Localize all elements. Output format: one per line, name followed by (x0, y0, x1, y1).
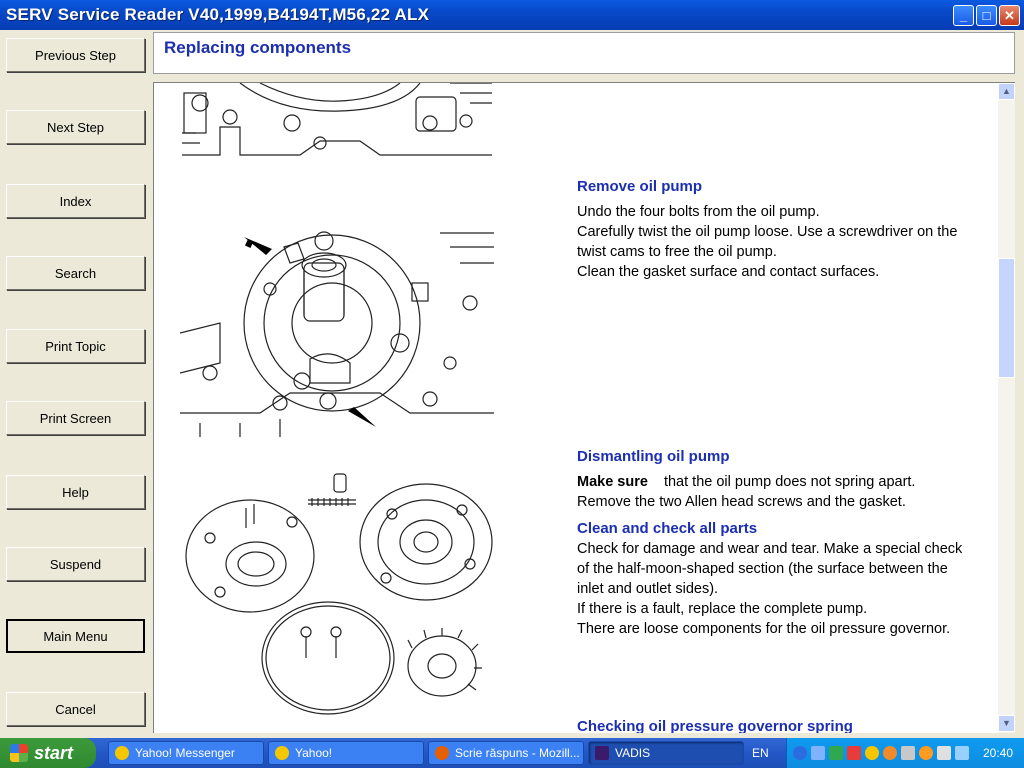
clean-line-3: inlet and outlet sides). (577, 581, 719, 597)
previous-illustration (180, 83, 496, 163)
remove-line-3: twist cams to free the oil pump. (577, 244, 777, 260)
clean-line-5: There are loose components for the oil pressure governor. (577, 621, 951, 637)
network-icon[interactable] (811, 746, 825, 760)
vadis-icon (595, 746, 609, 760)
remove-line-2: Carefully twist the oil pump loose. Use a screwdriver on the (577, 224, 958, 240)
section-heading-remove-oil-pump: Remove oil pump (577, 178, 703, 195)
section-heading-checking-spring: Checking oil pressure governor spring (577, 718, 853, 733)
taskbar-item-yahoo[interactable] (268, 741, 424, 765)
vertical-scrollbar[interactable] (998, 82, 1015, 733)
window-title: SERV Service Reader V40,1999,B4194T,M56,22 ALX (6, 5, 430, 24)
next-step-button[interactable]: Next Step (6, 110, 145, 144)
page-title: Replacing components (164, 38, 352, 57)
yahoo-messenger-icon (115, 746, 129, 760)
monitor-tray-icon[interactable] (955, 746, 969, 760)
clock: 20:40 (982, 746, 1013, 760)
scrollbar-thumb[interactable] (998, 258, 1015, 378)
oil-pump-removal-illustration (180, 223, 496, 437)
start-button[interactable] (0, 738, 96, 768)
display-tray-icon[interactable] (937, 746, 951, 760)
system-tray (786, 738, 1024, 768)
clean-line-4: If there is a fault, replace the complete pump. (577, 601, 868, 617)
taskbar (0, 738, 1024, 768)
antivirus-icon[interactable] (847, 746, 861, 760)
firefox-icon (435, 746, 449, 760)
index-button[interactable]: Index (6, 184, 145, 218)
scroll-down-arrow-icon[interactable]: ▼ (998, 715, 1015, 732)
cancel-button[interactable]: Cancel (6, 692, 145, 726)
utility-tray-icon[interactable] (901, 746, 915, 760)
previous-step-button[interactable]: Previous Step (6, 38, 145, 72)
maximize-button[interactable]: □ (976, 5, 997, 26)
windows-flag-icon (10, 744, 28, 762)
taskbar-item-label: Yahoo! Messenger (135, 746, 235, 760)
dismantle-line-2: Remove the two Allen head screws and the gasket. (577, 494, 906, 510)
clean-line-2: of the half-moon-shaped section (the surface between the (577, 561, 948, 577)
start-label: start (34, 742, 74, 763)
yahoo-icon (275, 746, 289, 760)
taskbar-item-mozilla[interactable] (428, 741, 584, 765)
taskbar-item-yahoo-messenger[interactable] (108, 741, 264, 765)
window-titlebar (0, 0, 1024, 30)
taskbar-item-label: Yahoo! (295, 746, 333, 760)
yahoo-tray-icon[interactable] (865, 746, 879, 760)
print-topic-button[interactable]: Print Topic (6, 329, 145, 363)
volume-tray-icon[interactable] (919, 746, 933, 760)
minimize-button[interactable]: _ (953, 5, 974, 26)
clean-line-1: Check for damage and wear and tear. Make a special check (577, 541, 963, 557)
search-button[interactable]: Search (6, 256, 145, 290)
scroll-up-arrow-icon[interactable]: ▲ (998, 83, 1015, 100)
dismantle-line-1-rest: that the oil pump does not spring apart. (663, 474, 916, 490)
remove-line-4: Clean the gasket surface and contact surfaces. (577, 264, 880, 280)
suspend-button[interactable]: Suspend (6, 547, 145, 581)
make-sure-label: Make sure (577, 474, 648, 490)
topic-header (153, 32, 1015, 74)
tray-expand-icon[interactable] (793, 746, 807, 760)
language-indicator[interactable]: EN (752, 746, 769, 760)
main-menu-button[interactable]: Main Menu (6, 619, 145, 653)
section-heading-clean-check: Clean and check all parts (577, 520, 758, 537)
taskbar-item-label: Scrie răspuns - Mozill... (455, 746, 580, 760)
help-button[interactable]: Help (6, 475, 145, 509)
print-screen-button[interactable]: Print Screen (6, 401, 145, 435)
remove-line-1: Undo the four bolts from the oil pump. (577, 204, 820, 220)
content-pane (153, 82, 999, 733)
taskbar-item-vadis[interactable] (588, 741, 744, 765)
app-tray-icon[interactable] (829, 746, 843, 760)
taskbar-item-label: VADIS (615, 746, 651, 760)
section-heading-dismantling: Dismantling oil pump (577, 448, 730, 465)
dismantle-line-1 (577, 472, 915, 492)
messenger-tray-icon[interactable] (883, 746, 897, 760)
sidebar (0, 30, 152, 734)
close-button[interactable]: ✕ (999, 5, 1020, 26)
oil-pump-parts-illustration (180, 468, 496, 718)
